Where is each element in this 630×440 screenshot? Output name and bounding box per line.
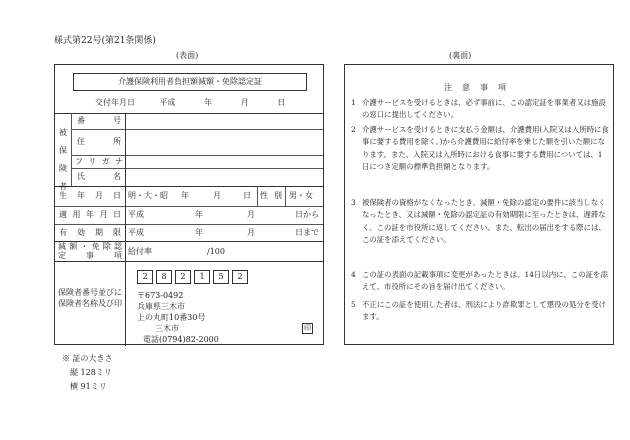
sex-values: 男・女 [289,191,313,200]
note-item: 3 被保険者の資格がなくなったとき、減額・免除の認定の要件に該当しなくなったとき、又は減額・免除の認定証の有効期限に至ったときは、遅滞なく、この証を市役所に返してください。また、転出の届出をする際には、この証を添えてください。 [351,198,606,244]
note-item: 1 介護サービスを受けるときは、必ず事前に、この認定証を事業者又は施設の窓口に提出してください。 [351,98,606,120]
front-side-label: (表面) [176,51,199,60]
insurer-address-line-2: 上の丸町10番30号 [137,313,206,322]
insurer-number-digit: 8 [156,270,172,284]
back-side-label: (裏面) [449,51,472,60]
expiry-month: 月 [247,228,255,237]
note-item: 5 不正にこの証を使用した者は、刑法により詐欺罪として懲役の処分を受けます。 [351,300,606,322]
expiry-label: 有 効 期 限 [59,228,121,237]
insurer-postal-code: 〒673-0492 [137,291,184,300]
insurer-number-digit: 2 [175,270,191,284]
birthdate-year: 年 [181,191,189,200]
insurer-number-digit: 5 [213,270,229,284]
insurer-number-digit: 2 [137,270,153,284]
certificate-size-note [62,352,113,394]
note-item: 2 介護サービスを受けるときに支払う金額は、介護費用(入院又は入所時に食事に要する費用を除く。)から介護費用に給付率を乗じた額を引いた額になります。また、入院又は入所時における食事に要する費用については、1日につき定額の標準負担額となります。 [351,125,609,171]
issue-date-year: 年 [204,98,213,107]
expiry-suffix: 日まで [295,228,319,237]
insured-person-group-label [58,127,68,199]
apply-start-month: 月 [247,210,255,219]
apply-start-suffix: 日から [295,210,319,219]
expiry-era: 平成 [128,228,144,237]
apply-start-label: 適 用 年 月 日 [59,210,121,219]
certificate-back [344,64,614,345]
issue-date-day: 日 [277,98,286,107]
form-number: 様式第22号(第21条関係) [54,36,156,46]
number-label: 番 号 [77,116,121,125]
issue-date-label: 交付年月日 [95,98,135,107]
benefit-rate-label: 給付率 [128,247,152,256]
issue-date-month: 月 [240,98,249,107]
insurer-number-digit: 2 [232,270,248,284]
reduction-label-line-1: 減 額 ・ 免 除 認 [58,242,122,251]
notes-title: 注意事項 [444,83,516,92]
birthdate-label: 生 年 月 日 [59,191,121,200]
apply-start-era: 平成 [128,210,144,219]
name-label: 氏 名 [77,172,121,181]
seal-stamp-icon: 印 [304,324,311,332]
birthdate-day: 日 [243,191,251,200]
insurer-address-line-1: 兵庫県三木市 [137,302,185,311]
note-item: 4 この証の表面の記載事項に変更があったときは、14日以内に、この証を添えて、市役所にその旨を届け出てください。 [351,270,608,292]
insurer-name: 三木市 [155,324,179,333]
certificate-title: 介護保険利用者負担額減額・免除認定証 [73,73,307,91]
size-note-title: ※ 証の大きさ [62,354,113,363]
issue-date-era: 平成 [159,98,176,107]
birthdate-eras: 明・大・昭 [128,191,168,200]
size-note-horizontal: 横 91ミリ [70,382,107,391]
insurer-phone: 電話(0794)82-2000 [143,335,219,344]
insurer-number-digit: 1 [194,270,210,284]
insured-person-label-text: 被 保 険 者 [59,128,67,191]
issue-date-line [95,97,285,108]
address-label: 住 所 [77,137,121,146]
birthdate-month: 月 [213,191,221,200]
certificate-front [54,64,324,345]
furigana-label: フ リ ガ ナ [75,157,123,166]
expiry-year: 年 [195,228,203,237]
sex-label: 性 別 [260,191,282,200]
apply-start-year: 年 [195,210,203,219]
size-note-vertical: 縦 128ミリ [70,368,112,377]
reduction-label-line-2: 定 事 項 [58,251,122,260]
insurer-label: 保険者番号並びに保険者名称及び印 [58,288,122,308]
benefit-rate-value: /100 [207,247,225,256]
